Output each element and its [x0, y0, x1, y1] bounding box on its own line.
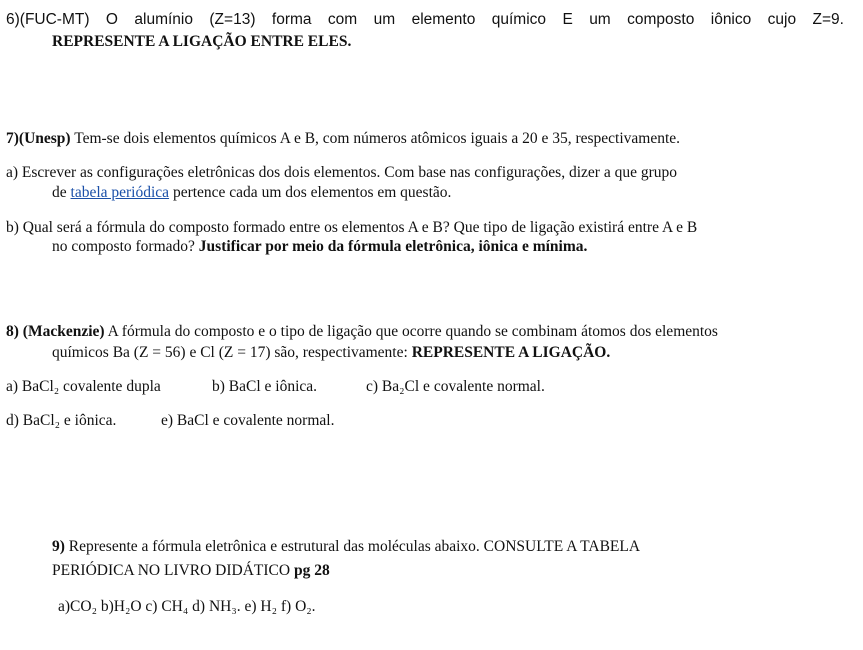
q9-stem-line2 [52, 561, 330, 581]
q6-word: iônico [710, 11, 752, 28]
q7-a-line2 [52, 183, 451, 203]
q8-stem-line1 [6, 322, 718, 342]
q7-stem [6, 129, 680, 149]
q6-word: Z=9. [812, 11, 844, 28]
q6-word: com [327, 11, 358, 28]
tabela-periodica-link[interactable]: tabela periódica [70, 184, 170, 201]
q6-word: 6)(FUC-MT) [6, 11, 90, 28]
q8-option-c: c) Ba₂Cl e covalente normal. [366, 378, 545, 395]
q8-option-e: e) BaCl e covalente normal. [161, 412, 335, 429]
q6-word: O [105, 11, 118, 28]
q6-instruction-text: REPRESENTE A LIGAÇÃO ENTRE ELES. [52, 33, 352, 50]
q8-stem-line2 [52, 343, 610, 363]
q9-number: 9) [52, 538, 65, 555]
q6-word: cujo [767, 11, 797, 28]
q7-a-pre: de [52, 184, 71, 201]
q8-option-a: a) BaCl₂ covalente dupla [6, 378, 161, 395]
q6-word: E [562, 11, 573, 28]
q9-stem2-bold: pg 28 [293, 562, 330, 579]
q6-word: um [373, 11, 396, 28]
q7-b-bold: Justificar por meio da fórmula eletrônica, iônica e mínima. [198, 238, 588, 255]
q6-instruction [52, 32, 351, 52]
q8-stem2: químicos Ba (Z = 56) e Cl (Z = 17) são, respectivamente: [52, 344, 412, 361]
q7-b-line1: b) Qual será a fórmula do composto formado entre os elementos A e B? Que tipo de ligação existirá entre A e B [6, 219, 698, 236]
q8-stem2-bold: REPRESENTE A LIGAÇÃO. [411, 344, 611, 361]
q7-stem-text: Tem-se dois elementos químicos A e B, com números atômicos iguais a 20 e 35, respectivamente. [70, 130, 681, 147]
q9-stem-line1 [52, 537, 640, 557]
q7-a-line1: a) Escrever as configurações eletrônicas dos dois elementos. Com base nas configurações, dizer a que grupo [6, 164, 677, 181]
q6-word: composto [627, 11, 695, 28]
q6-word: (Z=13) [209, 11, 256, 28]
q7-b-pre: no composto formado? [52, 238, 199, 255]
q9-stem1: Represente a fórmula eletrônica e estrutural das moléculas abaixo. CONSULTE A TABELA [64, 538, 641, 555]
q9-items: a)CO₂ b)H₂O c) CH₄ d) NH₃. e) H₂ f) O₂. [58, 598, 316, 615]
q6-word: elemento [411, 11, 476, 28]
q8-stem1: A fórmula do composto e o tipo de ligação que ocorre quando se combinam átomos dos elementos [104, 323, 718, 340]
q7-a-post: pertence cada um dos elementos em questão. [169, 184, 452, 201]
q8-option-b: b) BaCl e iônica. [212, 378, 318, 395]
q6-word: alumínio [134, 11, 193, 28]
q9-stem2: PERIÓDICA NO LIVRO DIDÁTICO [52, 562, 294, 579]
q6-word: químico [491, 11, 547, 28]
q6-word: um [589, 11, 611, 28]
q7-b-line2 [52, 237, 587, 257]
q6-word: forma [271, 11, 312, 28]
q6-line1 [6, 10, 844, 30]
q7-number: 7)(Unesp) [6, 130, 71, 147]
q8-number: 8) (Mackenzie) [6, 323, 105, 340]
q8-option-d: d) BaCl₂ e iônica. [6, 412, 117, 429]
